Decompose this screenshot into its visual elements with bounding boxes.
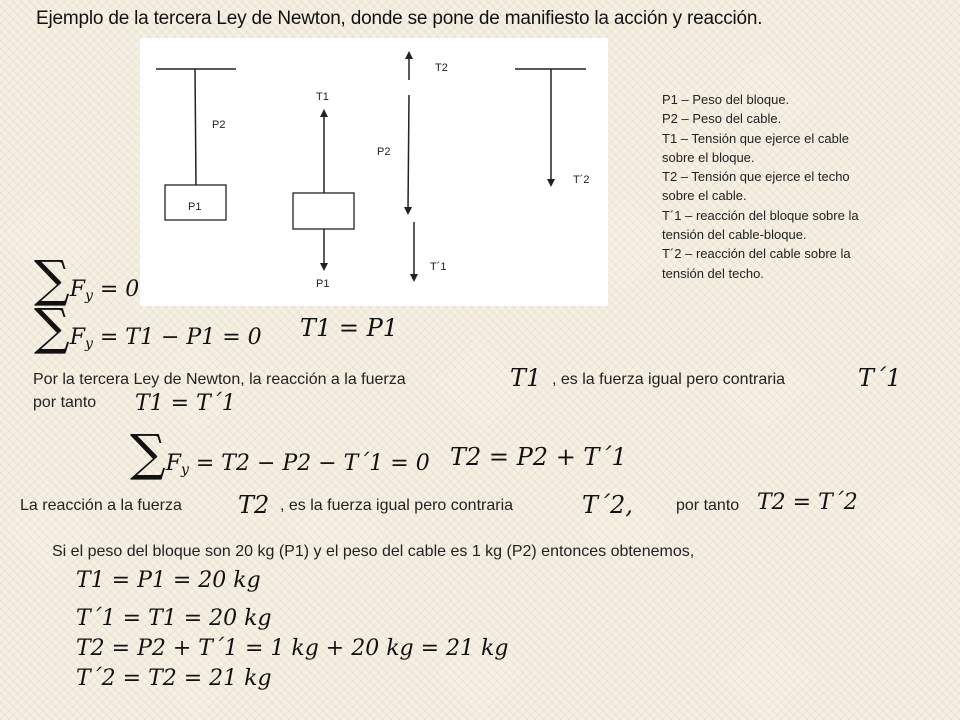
label-t2: T2	[435, 62, 448, 74]
paragraph2-sym-a: T2	[238, 491, 270, 519]
eq2-rhs: = T1 − P1 = 0	[92, 325, 262, 350]
sigma-symbol: ∑	[130, 424, 166, 482]
equation-t1-p1	[34, 298, 262, 356]
eq1-lhs: F	[69, 277, 85, 302]
paragraph1-text-b: , es la fuerza igual pero contraria	[552, 371, 786, 388]
equation-sum-fy-zero	[34, 250, 140, 308]
result-line: T2 = P2 + T´1 = 1 kg + 20 kg = 21 kg	[76, 636, 509, 661]
eq3-result: T2 = P2 + T´1	[450, 443, 627, 471]
cable-middle	[408, 95, 409, 211]
eq1-rhs: = 0	[92, 277, 140, 302]
paragraph3-text: Si el peso del bloque son 20 kg (P1) y el peso del cable es 1 kg (P2) entonces obtenemos,	[52, 543, 695, 560]
result-line: T´1 = T1 = 20 kg	[76, 606, 272, 631]
paragraph1-text-a: Por la tercera Ley de Newton, la reacción a la fuerza	[33, 371, 406, 388]
eq3-lhs: F	[165, 451, 181, 476]
cable-left	[195, 69, 196, 185]
legend-line: sobre el cable.	[662, 188, 747, 204]
eq2-result: T1 = P1	[300, 314, 399, 342]
paragraph1-sym-a: T1	[510, 364, 542, 392]
sigma-symbol: ∑	[34, 250, 70, 308]
legend-line: P1 – Peso del bloque.	[662, 92, 790, 107]
eq1-sub: y	[84, 288, 93, 304]
eq2-lhs: F	[69, 325, 85, 350]
slide-title: Ejemplo de la tercera Ley de Newton, donde se pone de manifiesto la acción y reacción.	[36, 8, 763, 29]
legend-line: tensión del techo.	[662, 265, 764, 281]
label-t-prime-2: T´2	[573, 174, 590, 186]
paragraph1-text-c: por tanto	[33, 394, 97, 411]
paragraph2-text-b: , es la fuerza igual pero contraria	[280, 497, 514, 514]
paragraph2-sym-c: T2 = T´2	[757, 490, 858, 515]
eq2-sub: y	[84, 336, 93, 352]
label-p1-bottom: P1	[316, 278, 330, 290]
free-body-diagram	[140, 38, 608, 306]
equation-t2	[130, 424, 430, 482]
label-t-prime-1: T´1	[430, 261, 447, 273]
legend-line: sobre el bloque.	[662, 149, 755, 165]
paragraph1-sym-b: T´1	[858, 364, 902, 392]
paragraph2-text-a: La reacción a la fuerza	[20, 497, 182, 514]
paragraph1-sym-c: T1 = T´1	[135, 391, 236, 416]
legend-line: T1 – Tensión que ejerce el cable	[662, 130, 849, 146]
block-middle	[293, 193, 354, 229]
sigma-symbol: ∑	[34, 298, 70, 356]
label-p1-block: P1	[188, 201, 202, 213]
label-p2-left: P2	[212, 119, 226, 131]
label-p2-mid: P2	[377, 146, 391, 158]
legend-line: tensión del cable-bloque.	[662, 227, 807, 243]
eq3-rhs: = T2 − P2 − T´1 = 0	[188, 451, 430, 476]
legend-line: T2 – Tensión que ejerce el techo	[662, 169, 850, 185]
legend	[662, 90, 859, 283]
legend-line: P2 – Peso del cable.	[662, 111, 782, 127]
eq3-sub: y	[180, 462, 189, 478]
paragraph2-sym-b: T´2,	[582, 491, 633, 519]
result-line: T´2 = T2 = 21 kg	[76, 666, 272, 691]
result-line: T1 = P1 = 20 kg	[76, 568, 261, 593]
paragraph2-text-c: por tanto	[676, 497, 740, 514]
diagram-svg	[140, 38, 608, 306]
legend-line: T´2 – reacción del cable sobre la	[662, 246, 851, 262]
label-t1: T1	[316, 91, 329, 103]
legend-line: T´1 – reacción del bloque sobre la	[662, 207, 859, 223]
